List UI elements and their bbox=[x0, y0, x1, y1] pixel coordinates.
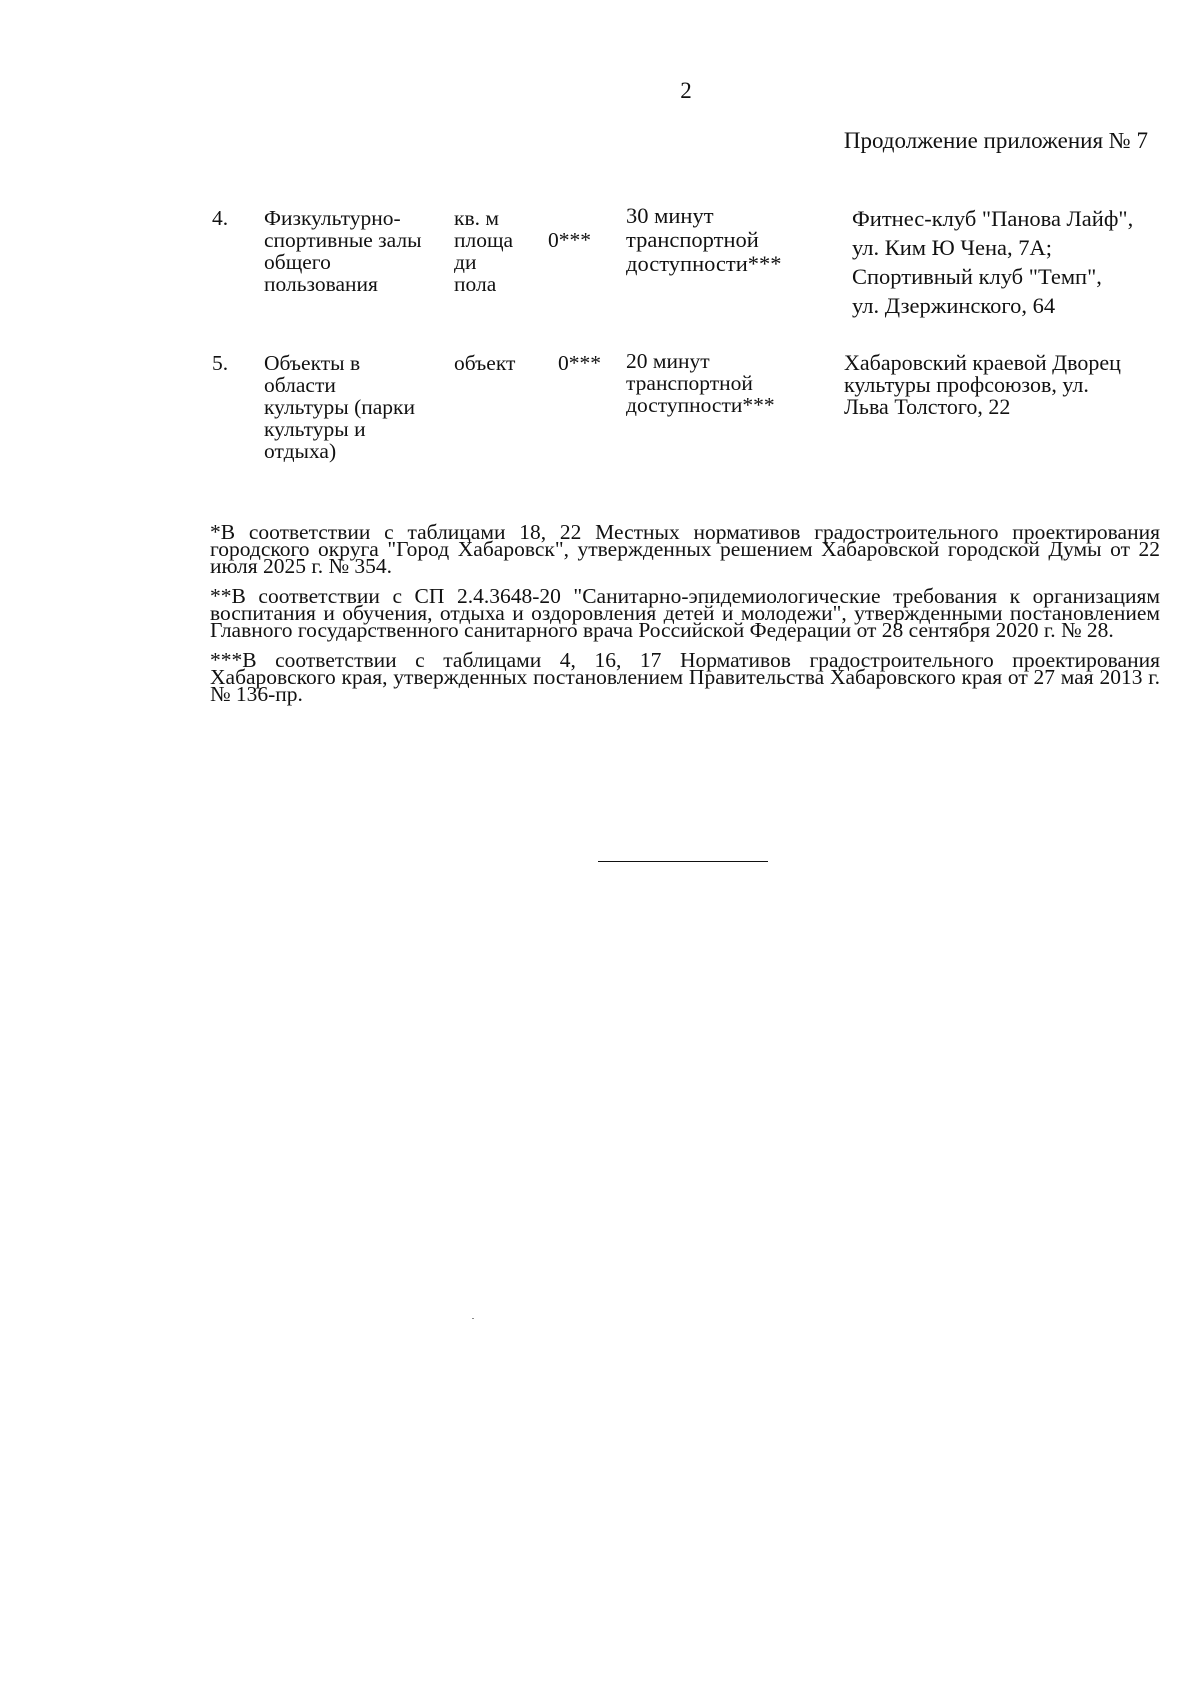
accessibility bbox=[626, 204, 826, 276]
unit-of-measure bbox=[454, 207, 534, 295]
existing-objects bbox=[844, 352, 1174, 418]
footnote-3: ***В соответствии с таблицами 4, 16, 17 Нормативов градостроительного проектирования Хабаровского края, утвержденных постановлением Правительства Хабаровского края от 27 мая 2013 г. № 136-пр. bbox=[210, 648, 1160, 706]
scan-speck bbox=[472, 1318, 474, 1319]
accessibility-line: 20 минут bbox=[626, 349, 710, 373]
facility-type-line: области bbox=[264, 373, 336, 397]
facility-type-line: спортивные залы bbox=[264, 228, 422, 252]
accessibility-line: транспортной bbox=[626, 227, 759, 252]
accessibility-line: доступности*** bbox=[626, 393, 775, 417]
accessibility-line: 30 минут bbox=[626, 203, 714, 228]
object-line: Льва Толстого, 22 bbox=[844, 394, 1011, 419]
row-number: 5. bbox=[212, 351, 229, 375]
unit-line: кв. м bbox=[454, 206, 499, 230]
unit-line: пола bbox=[454, 272, 497, 296]
object-line: Фитнес-клуб "Панова Лайф", bbox=[852, 206, 1134, 231]
footnotes bbox=[210, 520, 1160, 716]
facility-type-line: пользования bbox=[264, 272, 378, 296]
footnote-1: *В соответствии с таблицами 18, 22 Местных нормативов градостроительного проектирования городского округа "Город Хабаровск", утвержденных решением Хабаровской городской Думы от 22 июля 2025 г. № 354. bbox=[210, 520, 1160, 578]
appendix-continuation-title: Продолжение приложения № 7 bbox=[843, 128, 1148, 153]
accessibility-line: доступности*** bbox=[626, 251, 782, 276]
facility-type-line: Физкультурно- bbox=[264, 206, 401, 230]
object-line: Спортивный клуб "Темп", bbox=[852, 264, 1102, 289]
facility-type-line: общего bbox=[264, 250, 331, 274]
accessibility-line: транспортной bbox=[626, 371, 753, 395]
unit-line: площа bbox=[454, 228, 514, 252]
facility-type-line: отдыха) bbox=[264, 439, 337, 463]
facility-type bbox=[264, 207, 439, 295]
facility-type-line: Объекты в bbox=[264, 351, 361, 375]
object-line: ул. Дзержинского, 64 bbox=[852, 293, 1056, 318]
unit-of-measure bbox=[454, 352, 534, 374]
footnote-2: **В соответствии с СП 2.4.3648-20 "Санитарно-эпидемиологические требования к организациям воспитания и обучения, отдыха и оздоровления детей и молодежи", утвержденными постановлением Главного государственного санитарного врача Российской Федерации от 28 сентября 2020 г. № 28. bbox=[210, 584, 1160, 642]
object-line: Хабаровский краевой Дворец bbox=[844, 350, 1121, 375]
norm-value: 0*** bbox=[558, 351, 601, 375]
accessibility bbox=[626, 350, 826, 416]
facility-type-line: культуры и bbox=[264, 417, 366, 441]
facility-type-line: культуры (парки bbox=[264, 395, 416, 419]
norm-value: 0*** bbox=[548, 228, 591, 252]
object-line: культуры профсоюзов, ул. bbox=[844, 372, 1089, 397]
row-number: 4. bbox=[212, 206, 229, 230]
closing-separator-line bbox=[598, 861, 768, 862]
unit-line: объект bbox=[454, 351, 516, 375]
unit-line: ди bbox=[454, 250, 477, 274]
existing-objects bbox=[852, 204, 1172, 320]
object-line: ул. Ким Ю Чена, 7А; bbox=[852, 235, 1053, 260]
page-number: 2 bbox=[680, 78, 692, 103]
facility-type bbox=[264, 352, 439, 462]
